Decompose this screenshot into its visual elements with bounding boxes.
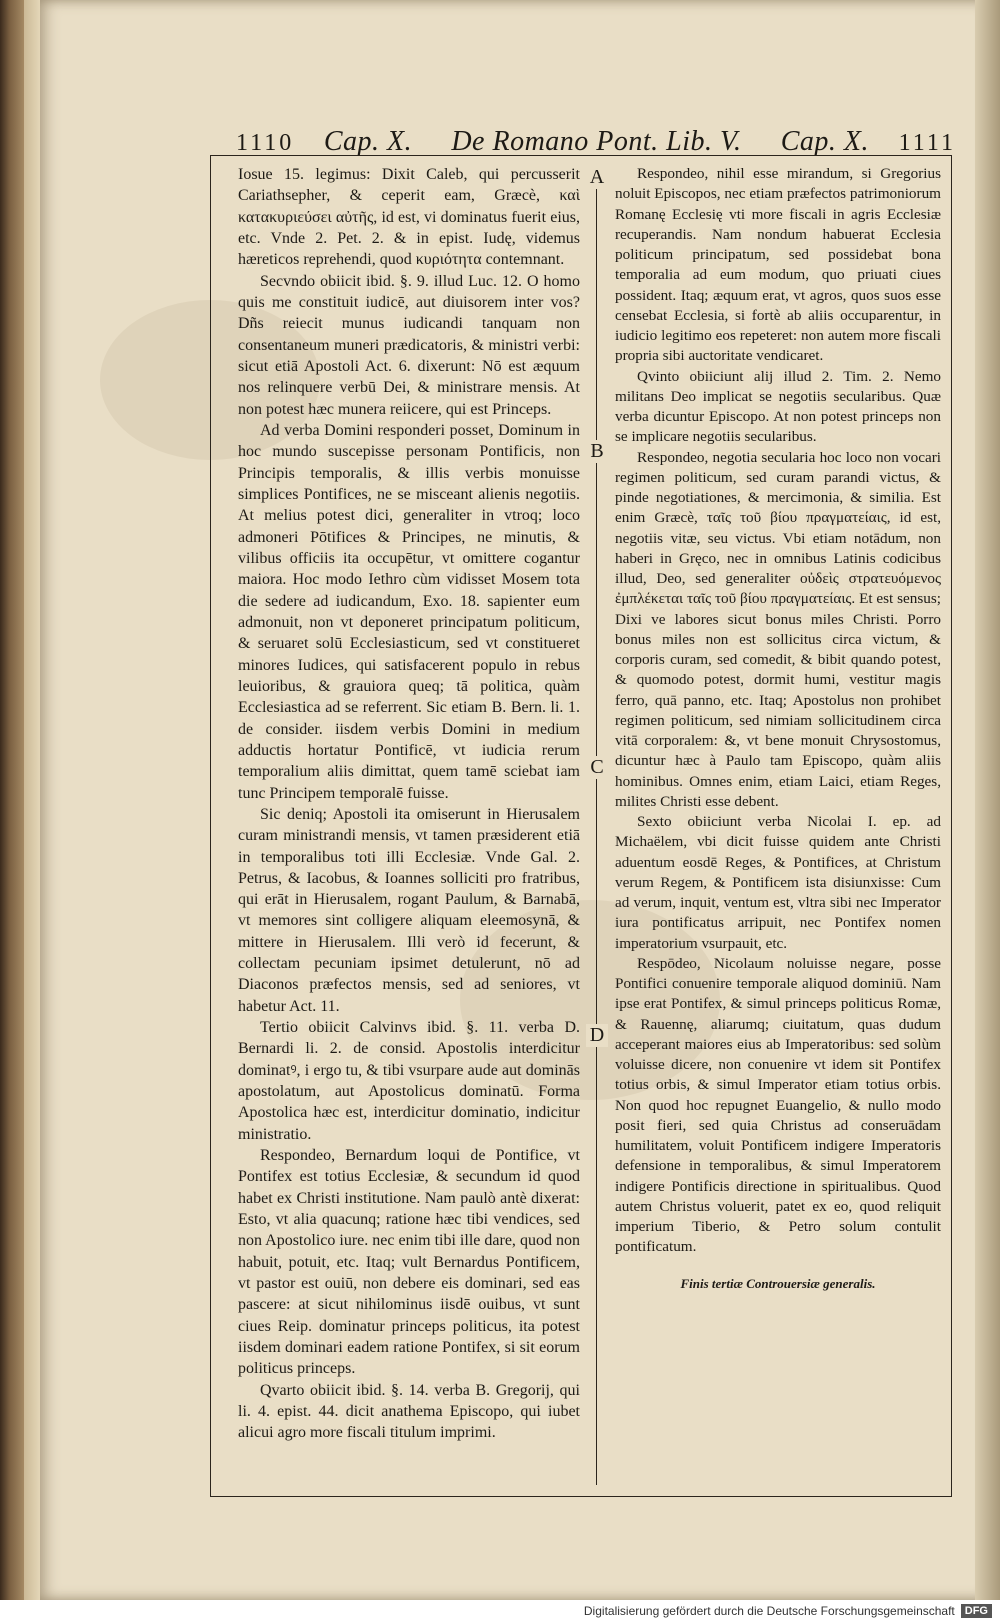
running-title [304, 126, 888, 158]
dfg-logo: DFG [961, 1604, 992, 1618]
margin-markers [584, 164, 610, 1494]
right-column [615, 164, 941, 1258]
paragraph: Respondeo, negotia secularia hoc loco non vocari regimen politicum, sed curam parandi victus, & pinde negotiationes, & mercimonia, & similia. Est enim Græcè, ταῖς τοῦ βίου πραγματείαις, id est, negotiis vitæ, seu victus. Vbi etiam notādum, non haberi in Gręco, nec in omnibus Latinis codicibus illud, Deo, sed generaliter οὐδεὶς στρατευόμενος ἐμπλέκεται ταῖς τοῦ βίου πραγματείαις. Et est sensus; Dixi ve labores sicut bonus miles Christi. Porro bonus miles non est sollicitus circa victum, & corporis curam, sed comedit, & bibit quando potest, & quomodo potest, dormit humi, vestitur magis ferro, quā panno, etc. Itaq; Apostolus non prohibet regimen politicum, sed nimiam sollicitudinem circa vitā corporalem: &, vt bene monuit Chrysostomus, dicuntur hæc à Paulo tam Episcopo, quàm aliis hominibus. Omnes enim, etiam Laici, etiam Reges, milites Christi esse debent. [615, 448, 941, 810]
paragraph: Respondeo, Bernardum loqui de Pontifice, vt Pontifex est totius Ecclesiæ, & secundum id quod habet ex Christi institutione. Nam paulò antè dixerat: Esto, vt alia quacunq; ratione hæc tibi vendices, sed non Apostolico iure. nec enim tibi ille dare, quod non habuit, potuit, etc. Itaq; vult Bernardus Pontificem, vt pastor est ouiū, non debere eis dominari, sed eas pascere: at sicut nihilominus iisdē ouibus, vt sunt ciues Reip. dominatur princeps politicus, ita potest iisdem dominari eadem ratione Pontifex, si sit eorum politicus princeps. [238, 1147, 580, 1378]
paragraph: Iosue 15. legimus: Dixit Caleb, qui percusserit Cariathsepher, & ceperit eam, Græcè, καὶ κατακυριεύσει αὐτῆς, id est, vi dominatus fuerit eius, etc. Vnde 2. Pet. 2. & in epist. Iudę, videmus hæreticos reprehendi, quod κυριότητα contemnant. [238, 166, 580, 269]
paragraph: Respondeo, nihil esse mirandum, si Gregorius noluit Episcopos, nec etiam præfectos patrimoniorum Romanę Ecclesię vti more fiscali in agris Ecclesiæ recuperandis. Nam nondum habuerat Ecclesia politicum principatum, sed possidebat bona temporalia ad eum modum, quo priuati ciues possident. Itaq; æquum erat, vt agros, quos suos esse censebat Ecclesia, si fortè ab aliis occuparentur, in iudicio legitimo eos repeteret: non autem more fiscali propria sibi auctoritate vendicaret. [615, 165, 941, 365]
margin-marker-c: C [586, 756, 608, 779]
closing-note: Finis tertiæ Controuersiæ generalis. [680, 1276, 876, 1291]
margin-marker-d: D [586, 1024, 608, 1047]
margin-marker-b: B [586, 440, 608, 463]
chapter-label-right: Cap. X. [780, 126, 870, 157]
paragraph: Qvinto obiiciunt alij illud 2. Tim. 2. Nemo militans Deo implicat se negotiis secularibus. Quæ verba dicuntur Episcopo. At non potest princeps non se implicare negotiis secularibus. [615, 367, 941, 446]
chapter-label-left: Cap. X. [323, 126, 413, 157]
paragraph: Secvndo obiicit ibid. §. 9. illud Luc. 12. O homo quis me constituit iudicē, aut diuisorem inter vos? Dñs reiecit munus iudicandi tanquam non consentaneum muneri prædicatoris, & ministri verbi: sicut etiā Apostoli Act. 6. dixerunt: Nō est æquum nos relinquere verbū Dei, & ministrare mensis. At non potest hæc munera reiicere, qui est Princeps. [238, 272, 580, 418]
paragraph: Tertio obiicit Calvinvs ibid. §. 11. verba D. Bernardi li. 2. de consid. Apostolis interdicitur dominatꝰ, i ergo tu, & tibi vsurpare aude aut dominās apostolatum, aut Apostolicus dominatū. Forma Apostolica hæc est, interdicitur dominatio, indicitur ministratio. [238, 1019, 580, 1143]
paragraph: Ad verba Domini responderi posset, Dominum in hoc mundo suscepisse personam Pontificis, non Principis temporalis, & illis verbis monuisse simplices Pontifices, ne se misceant alienis negotiis. At melius potest dici, generaliter in vtroq; loco admoneri Pōtifices & Principes, ne minutis, & vilibus officiis ita occupētur, vt omittere cogantur maiora. Hoc modo Iethro cùm vidisset Mosem tota die sedere ad iudicandum, Exo. 18. sapienter eum admonuit, non vt deponeret principatum politicum, & seruaret solū Ecclesiasticum, sed vt constitueret minores Iudices, qui satisfacerent populo in rebus leuioribus, & grauiora queq; tā politica, quàm Ecclesiastica ad se referrent. Sic etiam B. Bern. li. 1. de consider. iisdem verbis Domini in medium adductis hortatur Pontificē, vt iudicia rerum temporalium aliis dimittat, quem tamē sciebat iam tunc Principem temporalē fuisse. [238, 421, 580, 802]
book-spine [0, 0, 24, 1622]
paragraph: Sexto obiiciunt verba Nicolai I. ep. ad Michaëlem, vbi dicit fuisse quidem ante Christi aduentum eosdē Reges, & Pontifices, at Christum verum Regem, & Pontificem ista disiunxisse: Cum ad verum, inquit, ventum est, vltra sibi nec Imperator iura pontificatus arripuit, nec Pontifex nomen imperatorium vsurpauit, etc. [615, 813, 941, 952]
book-title: De Romano Pont. Lib. V. [451, 126, 742, 157]
paragraph: Respōdeo, Nicolaum noluisse negare, posse Pontifici conuenire temporale aliquod dominiū. Nam ipse erat Pontifex, & simul princeps politicus Romæ, & Rauennę, aliarumq; ciuitatum, quas dudum acceperant maiores eius ab Imperatoribus: sed solùm voluisse dicere, non conuenire vt idem sit Pontifex totius orbis, & simul Imperator etiam totius orbis. Non quod hoc repugnet Euangelio, & nullo modo posit fieri, sed quia Christus ad conseruādam humilitatem, voluit Pontificem indigere Imperatoris defensione in temporalibus, & simul Imperatorem indigere Pontificis directione in spiritualibus. Quod autem Christus voluerit, patet ex eo, quod reliquit imperium Tiberio, & Petro solum contulit pontificatum. [615, 954, 941, 1256]
page-number-right: 1111 [898, 130, 956, 156]
page-edge-right [975, 0, 1000, 1600]
footer-bar [0, 1600, 1000, 1622]
paragraph: Qvarto obiicit ibid. §. 14. verba B. Gregorij, qui li. 4. epist. 44. dicit anathema Episcopo, qui iubet alicui agro more fiscali titulum imprimi. [238, 1381, 580, 1442]
page-gutter [24, 0, 40, 1622]
margin-marker-a: A [586, 166, 608, 189]
paragraph: Sic deniq; Apostoli ita omiserunt in Hierusalem curam ministrandi mensis, vt tamen præsiderent etiā in temporalibus toti illi Ecclesiæ. Vnde Gal. 2. Petrus, & Iacobus, & Ioannes solliciti pro fratribus, qui erāt in Hierusalem, rogant Paulum, & Barnabā, vt memores sint colligere aliquam eleemosynā, & mittere in Hierusalem. Illi verò id fecerunt, & collectam pecuniam ipsimet detulerunt, nō ad Diaconos præfectos mensis, sed ad seniores, vt habetur Act. 11. [238, 805, 580, 1015]
footer-credit: Digitalisierung gefördert durch die Deutsche Forschungsgemeinschaft [583, 1604, 955, 1618]
page-number-left: 1110 [236, 130, 295, 156]
left-column [238, 164, 580, 1444]
